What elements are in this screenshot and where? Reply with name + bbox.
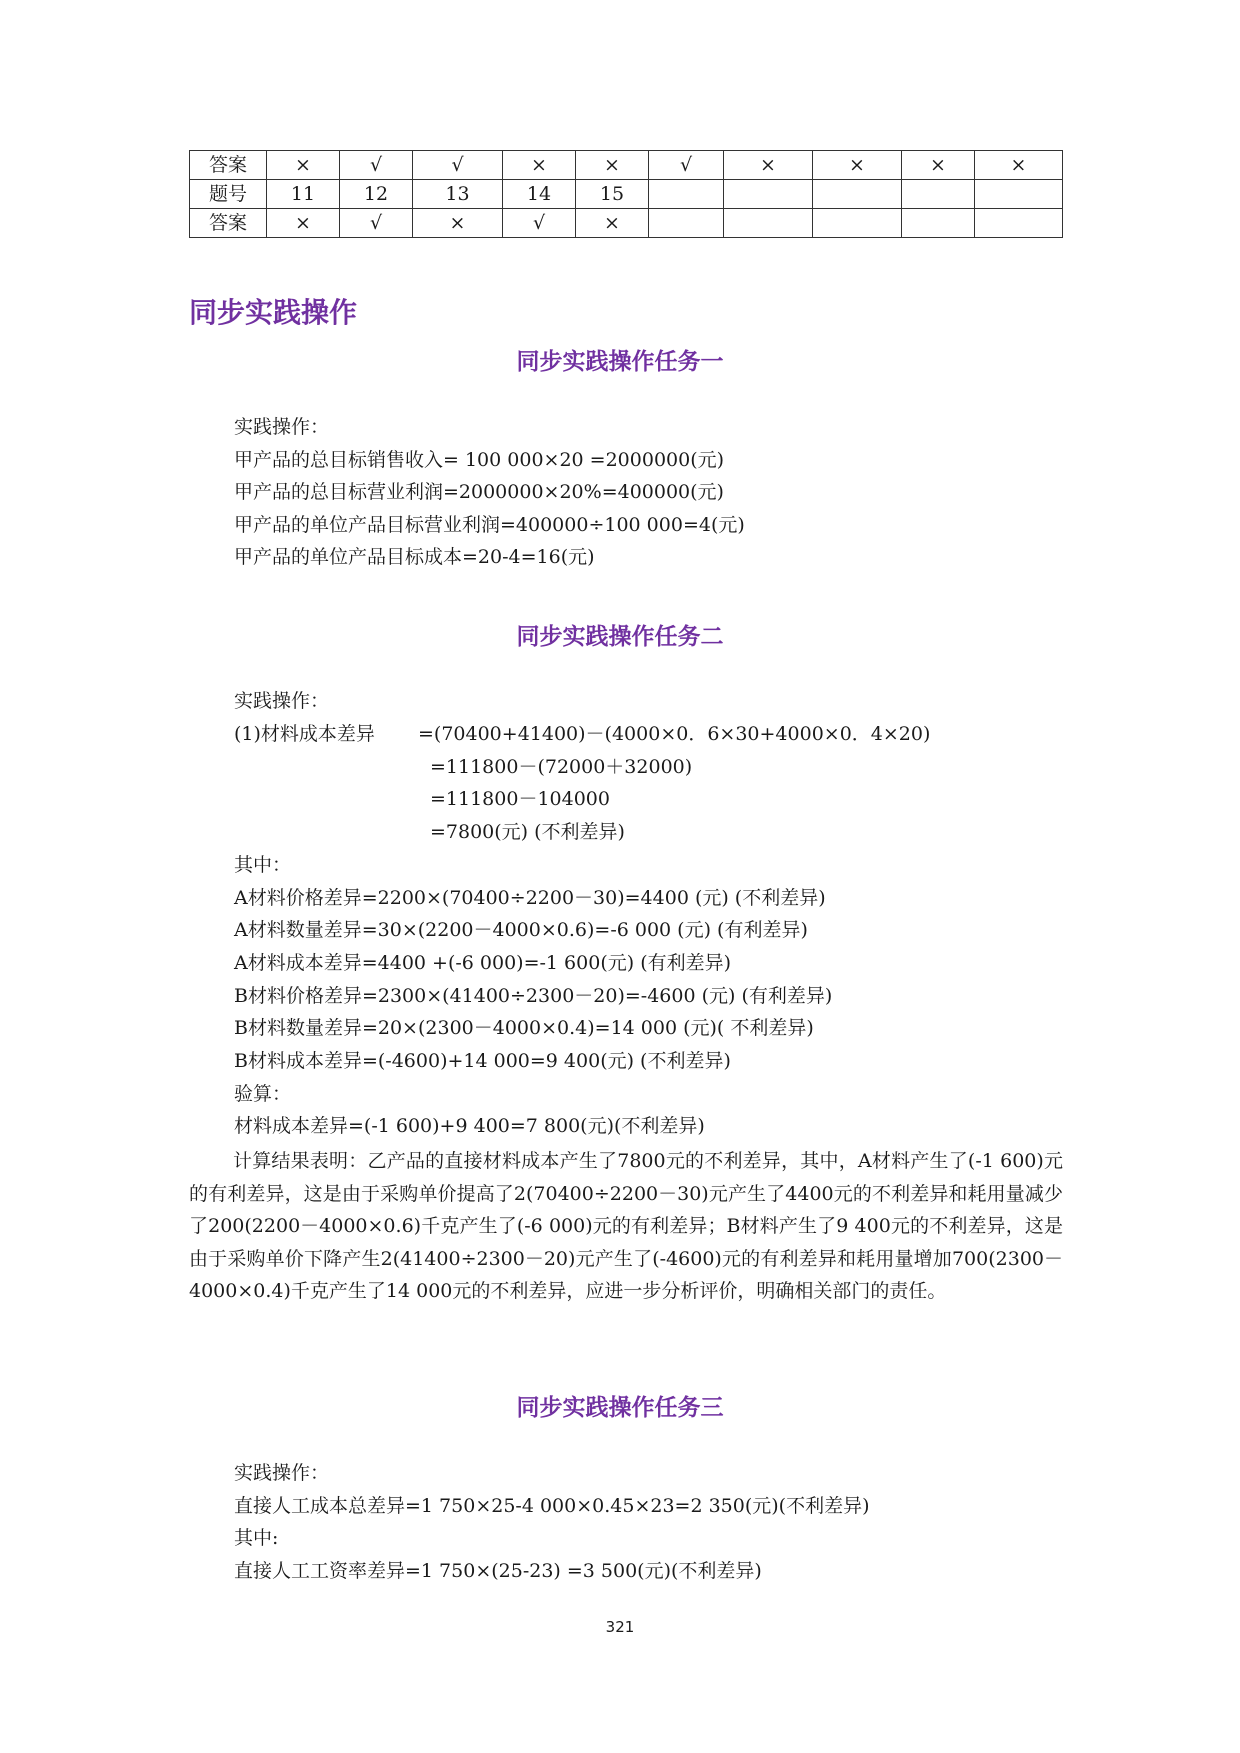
table-cell: ×	[413, 209, 503, 238]
table-cell: √	[340, 209, 413, 238]
task2-line: A材料价格差异=2200×(70400÷2200－30)=4400 (元) (不利差异)	[234, 887, 826, 909]
table-cell: √	[340, 151, 413, 180]
table-cell: ×	[902, 151, 975, 180]
task1-line: 甲产品的单位产品目标成本=20-4=16(元)	[234, 546, 595, 568]
row-header-cell: 题号	[190, 180, 267, 209]
answer-table	[189, 150, 1063, 238]
table-cell: ×	[267, 209, 340, 238]
task3-line: 其中:	[234, 1527, 279, 1549]
table-cell: ×	[813, 151, 902, 180]
task2-line: B材料价格差异=2300×(41400÷2300－20)=-4600 (元) (有利差异)	[234, 985, 833, 1007]
task2-calc-line: =111800－104000	[430, 788, 610, 810]
table-cell	[813, 180, 902, 209]
task2-intro: 实践操作：	[234, 690, 330, 712]
table-cell	[649, 209, 724, 238]
task3-line: 直接人工工资率差异=1 750×(25-23) =3 500(元)(不利差异)	[234, 1560, 762, 1582]
table-cell: ×	[576, 151, 649, 180]
table-cell: √	[503, 209, 576, 238]
table-cell: ×	[503, 151, 576, 180]
table-cell	[975, 209, 1063, 238]
task2-calc-line: =111800－(72000＋32000)	[430, 756, 693, 778]
table-cell	[902, 209, 975, 238]
task3-line: 实践操作：	[234, 1462, 330, 1484]
table-cell: 13	[413, 180, 503, 209]
row-header-cell: 答案	[190, 151, 267, 180]
task3-line: 直接人工成本总差异=1 750×25-4 000×0.45×23=2 350(元)(不利差异)	[234, 1495, 870, 1517]
table-cell: 15	[576, 180, 649, 209]
task1-line: 实践操作：	[234, 416, 330, 438]
table-cell: 14	[503, 180, 576, 209]
task2-line: A材料成本差异=4400 +(-6 000)=-1 600(元) (有利差异)	[234, 952, 732, 974]
task2-line: 验算：	[234, 1083, 292, 1105]
table-cell	[724, 209, 813, 238]
task2-calc-line: =(70400+41400)－(4000×0．6×30+4000×0．4×20)	[418, 723, 931, 745]
table-cell: 12	[340, 180, 413, 209]
task2-line: B材料成本差异=(-4600)+14 000=9 400(元) (不利差异)	[234, 1050, 731, 1072]
table-cell	[813, 209, 902, 238]
task2-line: B材料数量差异=20×(2300－4000×0.4)=14 000 (元)( 不利差异)	[234, 1017, 814, 1039]
answer-table-body	[190, 151, 1063, 238]
task2-calc-label: (1)材料成本差异	[234, 723, 375, 745]
task1-line: 甲产品的总目标营业利润=2000000×20%=400000(元)	[234, 481, 724, 503]
page-number: 321	[605, 1618, 635, 1636]
table-cell: ×	[724, 151, 813, 180]
section-title: 同步实践操作	[189, 296, 358, 329]
table-row	[190, 209, 1063, 238]
table-cell: ×	[975, 151, 1063, 180]
task1-line: 甲产品的总目标销售收入= 100 000×20 =2000000(元)	[234, 449, 725, 471]
task2-title: 同步实践操作任务二	[516, 624, 724, 650]
task3-title: 同步实践操作任务三	[516, 1395, 724, 1421]
table-cell: √	[649, 151, 724, 180]
table-cell	[649, 180, 724, 209]
table-cell: ×	[267, 151, 340, 180]
task2-paragraph: 计算结果表明：乙产品的直接材料成本产生了7800元的不利差异，其中，A材料产生了(-1 600)元的有利差异，这是由于采购单价提高了2(70400÷2200－30)元产生了4400元的不利差异和耗用量减少了200(2200－4000×0.6)千克产生了(-6 000)元的有利差异；B材料产生了9 400元的不利差异，这是由于采购单价下降产生2(41400÷2300－20)元产生了(-4600)元的有利差异和耗用量增加700(2300－4000×0.4)千克产生了14 000元的不利差异，应进一步分析评价，明确相关部门的责任。	[189, 1150, 1063, 1303]
task2-line: 其中：	[234, 854, 292, 876]
task1-line: 甲产品的单位产品目标营业利润=400000÷100 000=4(元)	[234, 514, 745, 536]
table-cell	[975, 180, 1063, 209]
table-cell: √	[413, 151, 503, 180]
table-cell	[724, 180, 813, 209]
table-cell: ×	[576, 209, 649, 238]
table-row	[190, 151, 1063, 180]
table-cell	[902, 180, 975, 209]
table-cell: 11	[267, 180, 340, 209]
table-row	[190, 180, 1063, 209]
task1-title: 同步实践操作任务一	[516, 349, 724, 375]
row-header-cell: 答案	[190, 209, 267, 238]
task2-line: 材料成本差异=(-1 600)+9 400=7 800(元)(不利差异)	[234, 1115, 705, 1137]
task2-calc-line: =7800(元) (不利差异)	[430, 821, 625, 843]
task2-line: A材料数量差异=30×(2200－4000×0.6)=-6 000 (元) (有利差异)	[234, 919, 808, 941]
